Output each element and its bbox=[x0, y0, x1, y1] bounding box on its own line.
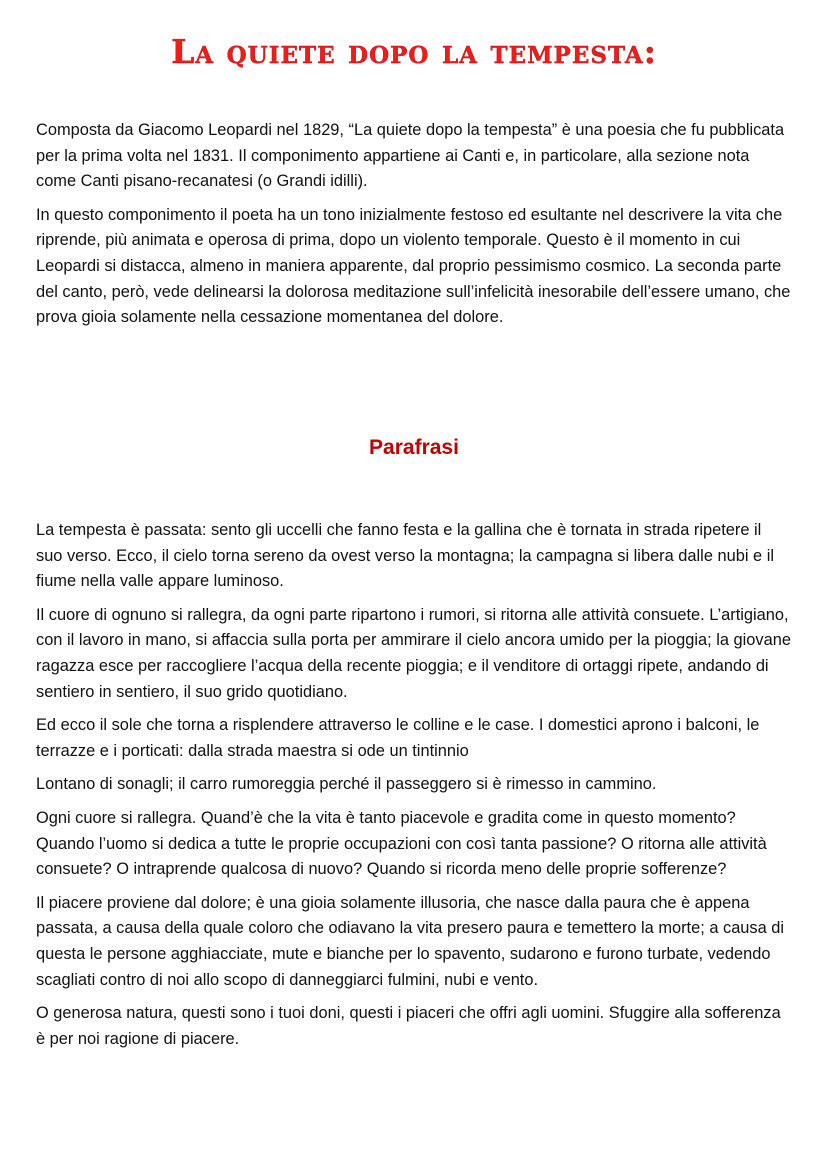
parafrasi-paragraph: Il piacere proviene dal dolore; è una gioia solamente illusoria, che nasce dalla paura che è appena passata, a causa della quale coloro che odiavano la vita presero paura e temettero la morte; a causa di questa le persone agghiacciate, mute e bianche per lo spavento, sudarono e furono turbate, vedendo scagliati contro di noi allo scopo di danneggiarci fulmini, nubi e vento. bbox=[36, 893, 785, 989]
parafrasi-paragraph: O generosa natura, questi sono i tuoi doni, questi i piaceri che offri agli uomini. Sfuggire alla sofferenza è per noi ragione di piacere. bbox=[36, 1004, 781, 1048]
parafrasi-paragraph: Il cuore di ognuno si rallegra, da ogni parte ripartono i rumori, si ritorna alle attività consuete. L’artigiano, con il lavoro in mano, si affaccia sulla porta per ammirare il cielo ancora umido per la pioggia; la giovane ragazza esce per raccogliere l’acqua della recente pioggia; e il venditore di ortaggi ripete, andando di sentiero in sentiero, il suo grido quotidiano. bbox=[36, 605, 791, 701]
parafrasi-paragraph: Ed ecco il sole che torna a risplendere attraverso le colline e le case. I domestici aprono i balconi, le terrazze e i porticati: dalla strada maestra si ode un tintinnio bbox=[36, 716, 760, 760]
intro-paragraph: Composta da Giacomo Leopardi nel 1829, “La quiete dopo la tempesta” è una poesia che fu pubblicata per la prima volta nel 1831. Il componimento appartiene ai Canti e, in particolare, alla sezione nota come Canti pisano-recanatesi (o Grandi idilli). bbox=[36, 121, 785, 191]
page-title: La quiete dopo la tempesta: bbox=[171, 32, 657, 71]
section-title-parafrasi: Parafrasi bbox=[369, 436, 459, 459]
intro-paragraph: In questo componimento il poeta ha un tono inizialmente festoso ed esultante nel descrivere la vita che riprende, più animata e operosa di prima, dopo un violento temporale. Questo è il momento in cui Leopardi si distacca, almeno in maniera apparente, dal proprio pessimismo cosmico. La seconda parte del canto, però, vede delinearsi la dolorosa meditazione sull’infelicità inesorabile dell’essere umano, che prova gioia solamente nella cessazione momentanea del dolore. bbox=[36, 205, 791, 327]
parafrasi-section bbox=[36, 518, 792, 1060]
parafrasi-paragraph: Ogni cuore si rallegra. Quand’è che la vita è tanto piacevole e gradita come in questo momento? Quando l’uomo si dedica a tutte le proprie occupazioni con così tanta passione? O ritorna alle attività consuete? O intraprende qualcosa di nuovo? Quando si ricorda meno delle proprie sofferenze? bbox=[36, 808, 767, 879]
parafrasi-paragraph: Lontano di sonagli; il carro rumoreggia perché il passeggero si è rimesso in cammino. bbox=[36, 775, 657, 794]
intro-section bbox=[36, 118, 792, 339]
parafrasi-paragraph: La tempesta è passata: sento gli uccelli che fanno festa e la gallina che è tornata in strada ripetere il suo verso. Ecco, il cielo torna sereno da ovest verso la montagna; la campagna si libera dalle nubi e il fiume nella valle appare luminoso. bbox=[36, 521, 774, 591]
